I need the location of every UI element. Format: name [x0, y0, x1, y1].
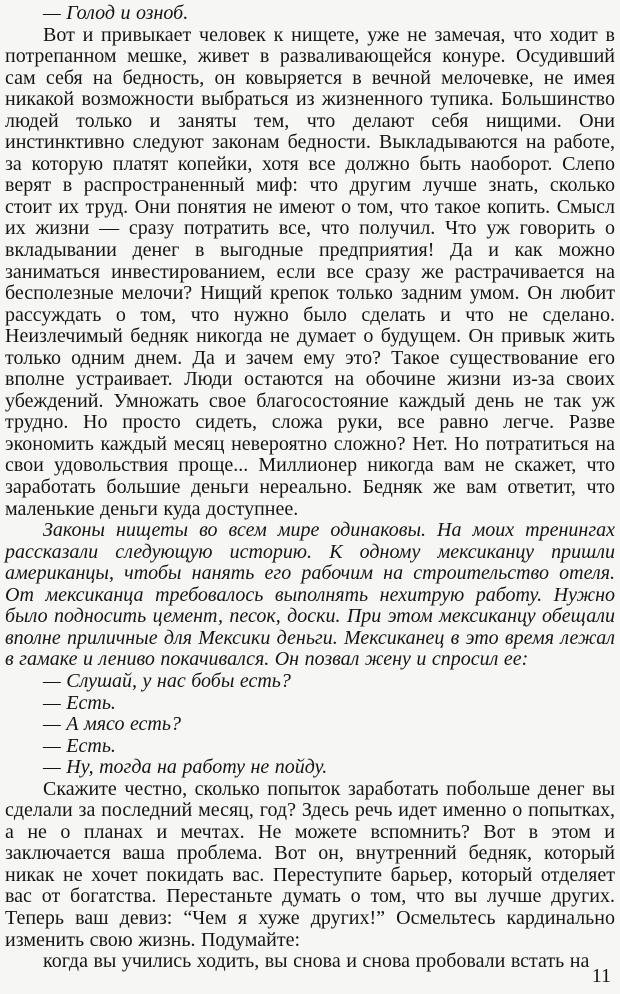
dialog-line: — Есть.	[43, 734, 116, 757]
dialog-line: — Есть.	[43, 691, 116, 714]
body-paragraph: Вот и привыкает человек к нищете, уже не замечая, что ходит в потрепанном мешке, живет в разваливающейся конуре. Осудивший сам себя на бедность, он ковыряется в вечной мелочевке, не имея никакой возможности выбраться из жизненного тупика. Большинство людей только и заняты тем, что делают себя нищими. Они инстинктивно следуют законам бедности. Выкладываются на работе, за которую платят копейки, хотя все должно быть наоборот. Слепо верят в распространенный миф: что другим лучше знать, сколько стоит их труд. Они понятия не имеют о том, что такое копить. Смысл их жизни — сразу потратить все, что получил. Что уж говорить о вкладывании денег в выгодные предприятия! Да и как можно заниматься инвестированием, если все сразу же растрачивается на бесполезные мелочи? Нищий крепок только задним умом. Он любит рассуждать о том, что нужно было сделать и что не сделано. Неизлечимый бедняк никогда не думает о будущем. Он привык жить только одним днем. Да и зачем ему это? Такое существование его вполне устраивает. Люди остаются на обочине жизни из-за своих убеждений. Умножать свое благосостояние каждый день не так уж трудно. Но просто сидеть, сложа руки, все равно легче. Разве экономить каждый месяц невероятно сложно? Нет. Но потратиться на свои удовольствия проще... Миллионер никогда вам не скажет, что заработать большие деньги нереально. Бедняк же вам ответит, что маленькие деньги куда доступнее.	[5, 23, 615, 520]
dialog-line: — Слушай, у нас бобы есть?	[43, 669, 291, 692]
body-paragraph: когда вы учились ходить, вы снова и снова пробовали встать на	[43, 950, 590, 973]
dialog-line: — Голод и озноб.	[43, 2, 189, 24]
dialog-line: — А мясо есть?	[43, 713, 181, 736]
page-number: 11	[591, 965, 611, 987]
story-paragraph: Законы нищеты во всем мире одинаковы. На моих тренингах рассказали следующую историю. К одному мексиканцу пришли американцы, чтобы нанять его рабочим на строительство отеля. От мексиканца требовалось выполнять нехитрую работу. Нужно было подносить цемент, песок, доски. При этом мексиканцу обещали вполне приличные для Мексики деньги. Мексиканец в это время лежал в гамаке и лениво покачивался. Он позвал жену и спросил ее:	[5, 519, 615, 671]
dialog-line: — Ну, тогда на работу не пойду.	[43, 756, 328, 779]
body-paragraph: Скажите честно, сколько попыток заработать побольше денег вы сделали за последний месяц, год? Здесь речь идет именно о попытках, а не о планах и мечтах. Не можете вспомнить? Вот в этом и заключается ваша проблема. Вот он, внутренний бедняк, который никак не хочет покидать вас. Переступите барьер, который отделяет вас от богатства. Перестаньте думать о том, что вы лучше других. Теперь ваш девиз: “Чем я хуже других!” Осмельтесь кардинально изменить свою жизнь. Подумайте:	[5, 777, 615, 951]
